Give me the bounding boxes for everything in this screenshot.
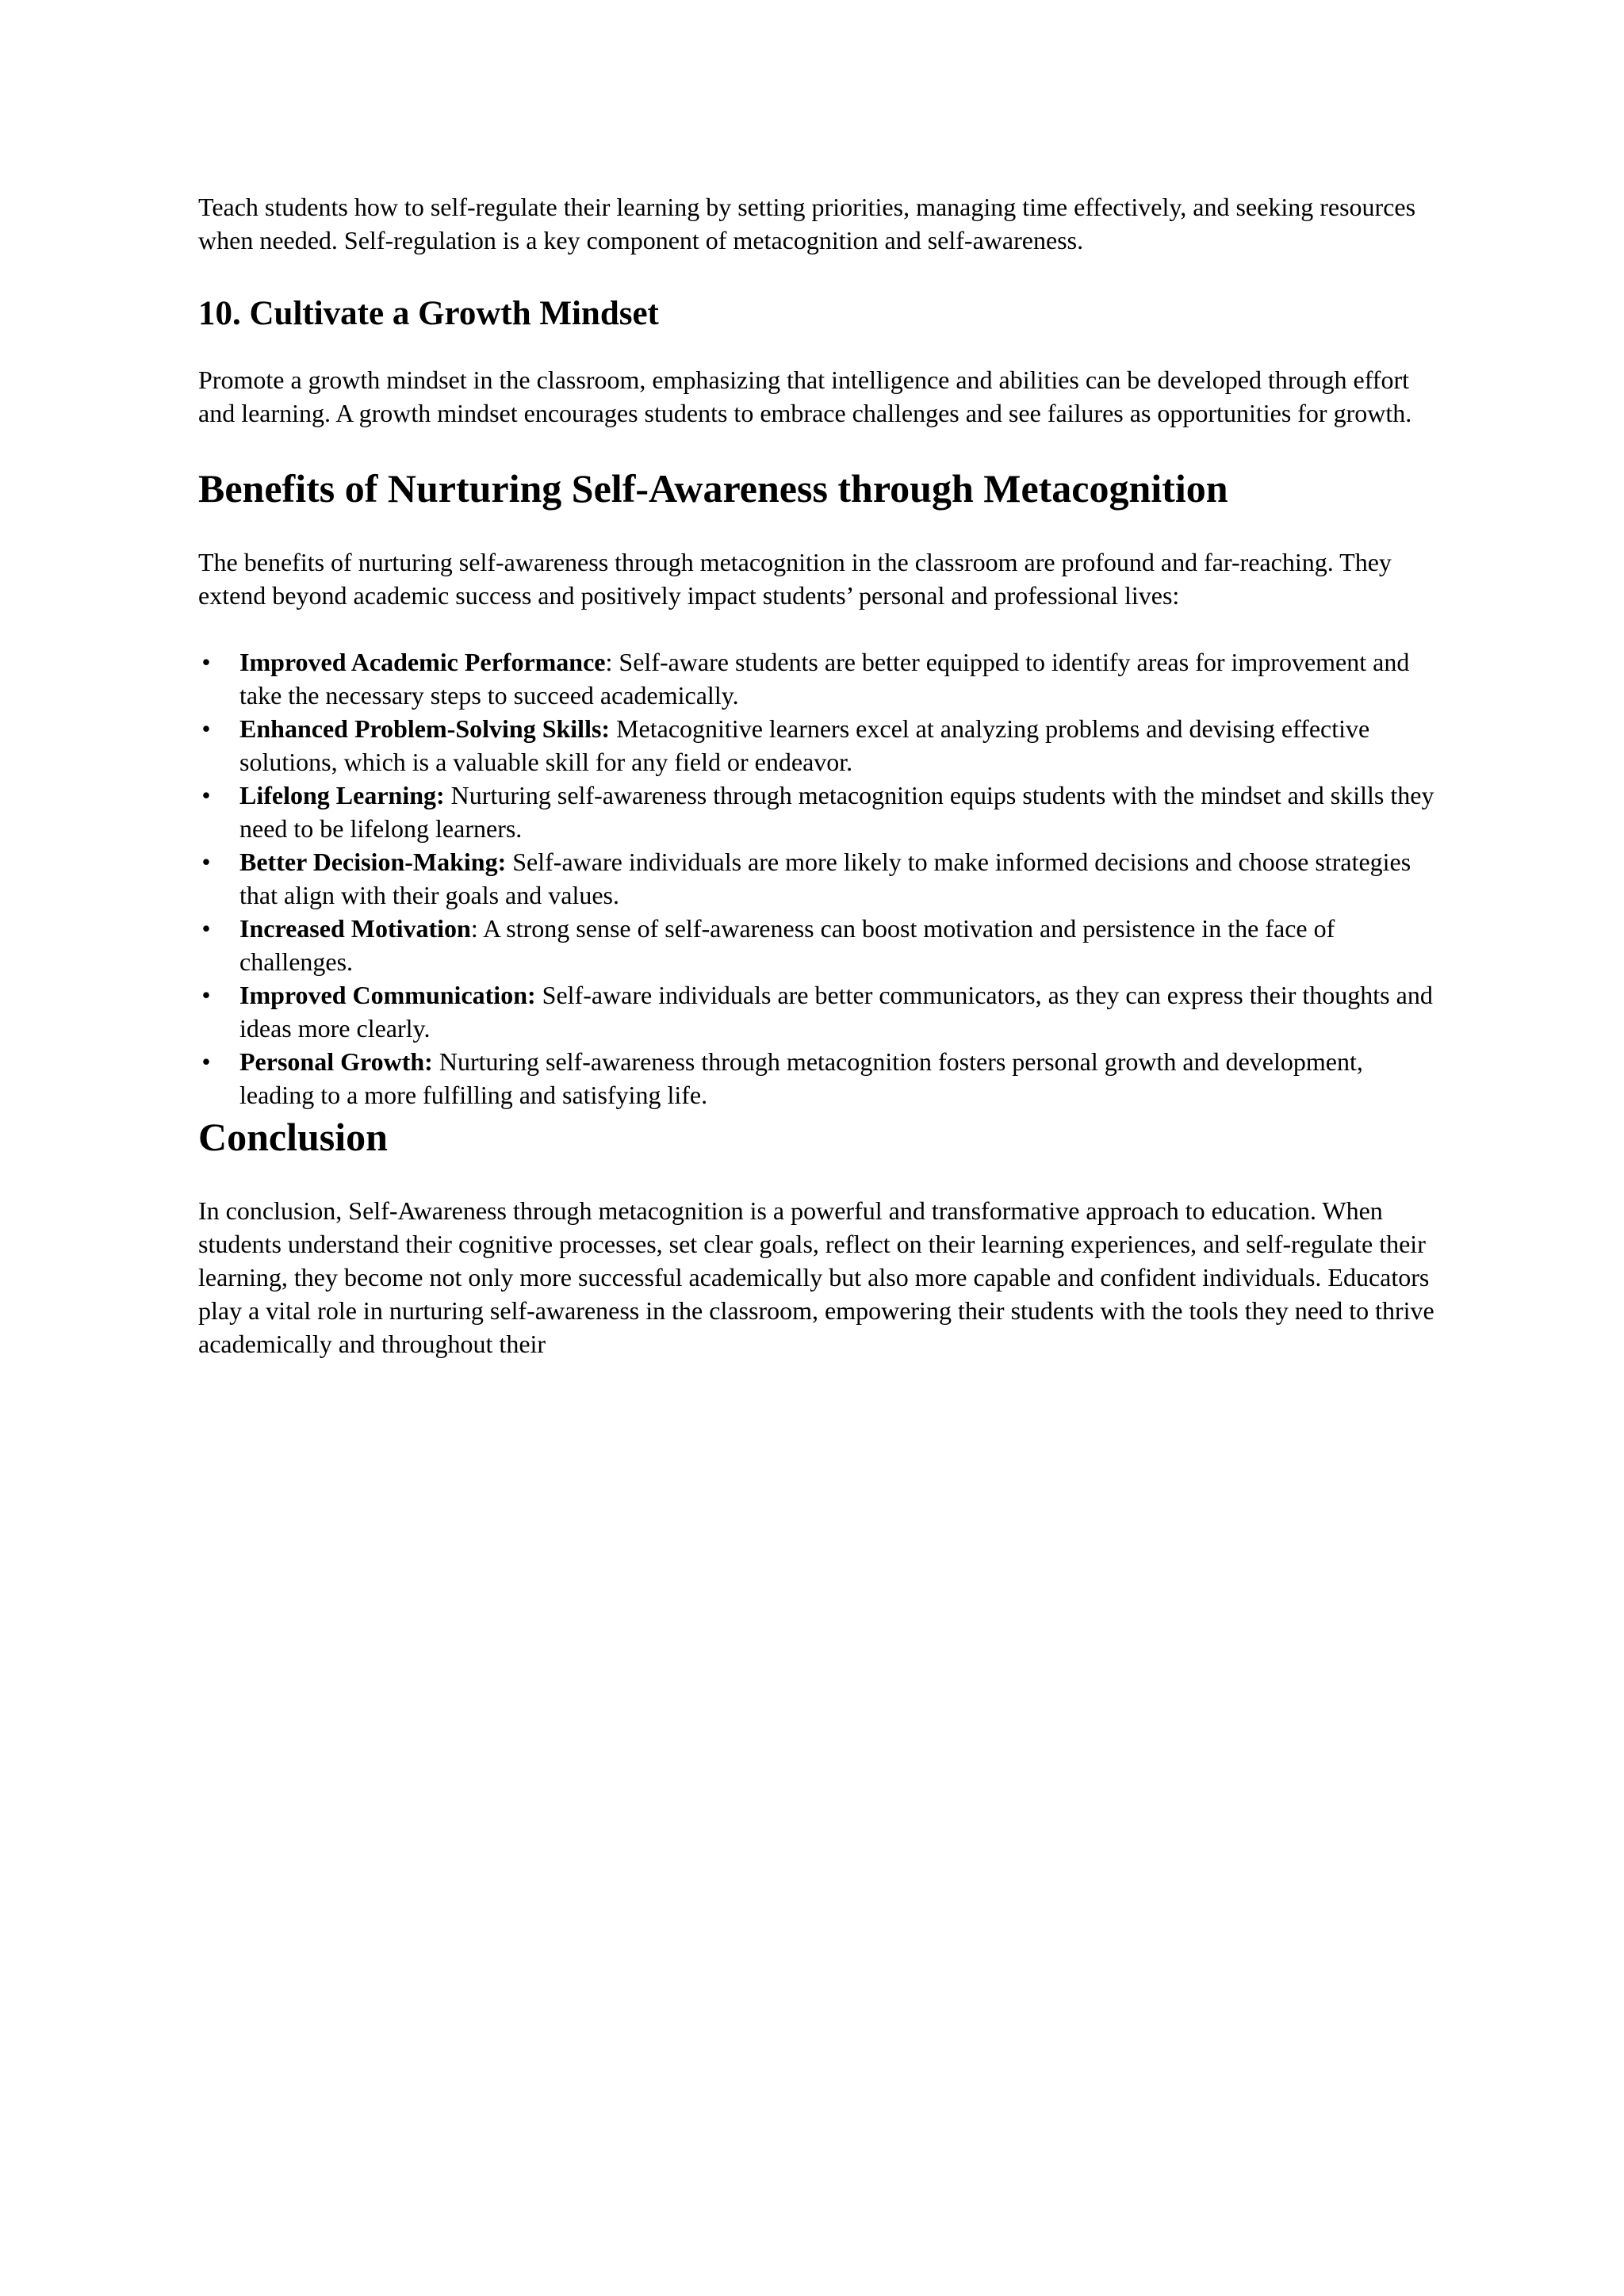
conclusion-heading: Conclusion: [198, 1115, 388, 1159]
benefit-title: Better Decision-Making:: [239, 848, 507, 876]
benefit-text: Metacognitive learners excel at analyzing problems and devising effective solutions, which is a valuable skill for any field or endeavor.: [239, 714, 1370, 776]
bullet-icon: •: [201, 648, 211, 676]
list-item: [198, 712, 1435, 779]
intro-paragraph: Teach students how to self-regulate their learning by setting priorities, managing time effectively, and seeking resources when needed. Self-regulation is a key component of metacognition and self-awareness.: [198, 193, 1416, 254]
benefit-title: Personal Growth:: [239, 1047, 433, 1076]
benefit-title: Lifelong Learning:: [239, 781, 445, 809]
benefit-title: Enhanced Problem-Solving Skills:: [239, 714, 611, 743]
benefit-title: Increased Motivation: [239, 914, 471, 943]
bullet-icon: •: [201, 1047, 211, 1076]
benefits-list: [198, 645, 1435, 1112]
benefit-text: Self-aware individuals are more likely to make informed decisions and choose strategies that align with their goals and values.: [239, 848, 1411, 909]
benefits-heading: Benefits of Nurturing Self-Awareness through Metacognition: [198, 466, 1228, 511]
list-item: [198, 845, 1435, 912]
list-item: [198, 645, 1435, 712]
section-10-paragraph: Promote a growth mindset in the classroom, emphasizing that intelligence and abilities can be developed through effort and learning. A growth mindset encourages students to embrace challenges and see failures as opportunities for growth.: [198, 365, 1412, 427]
list-item: [198, 779, 1435, 845]
bullet-icon: •: [201, 714, 211, 743]
conclusion-paragraph: In conclusion, Self-Awareness through metacognition is a powerful and transformative approach to education. When students understand their cognitive processes, set clear goals, reflect on their learning experiences, and self-regulate their learning, they become not only more successful academically but also more capable and confident individuals. Educators play a vital role in nurturing self-awareness in the classroom, empowering their students with the tools they need to thrive academically and throughout their: [198, 1196, 1434, 1358]
benefits-paragraph: The benefits of nurturing self-awareness through metacognition in the classroom are profound and far-reaching. They extend beyond academic success and positively impact students’ personal and professional lives:: [198, 548, 1392, 610]
bullet-icon: •: [201, 981, 211, 1009]
list-item: [198, 1045, 1435, 1112]
benefit-text: Nurturing self-awareness through metacognition equips students with the mindset and skills they need to be lifelong learners.: [239, 781, 1434, 843]
bullet-icon: •: [201, 848, 211, 876]
bullet-icon: •: [201, 914, 211, 943]
bullet-icon: •: [201, 781, 211, 809]
benefit-text: Self-aware individuals are better communicators, as they can express their thoughts and ideas more clearly.: [239, 981, 1433, 1043]
document-body: [198, 190, 1435, 1360]
benefit-title: Improved Communication:: [239, 981, 536, 1009]
benefit-text: Nurturing self-awareness through metacognition fosters personal growth and development, leading to a more fulfilling and satisfying life.: [239, 1047, 1363, 1109]
list-item: [198, 978, 1435, 1045]
section-10-heading: 10. Cultivate a Growth Mindset: [198, 295, 659, 332]
benefit-text: : Self-aware students are better equipped to identify areas for improvement and take the necessary steps to succeed academically.: [239, 648, 1410, 710]
benefit-text: : A strong sense of self-awareness can boost motivation and persistence in the face of challenges.: [239, 914, 1335, 976]
list-item: [198, 912, 1435, 978]
benefit-title: Improved Academic Performance: [239, 648, 606, 676]
